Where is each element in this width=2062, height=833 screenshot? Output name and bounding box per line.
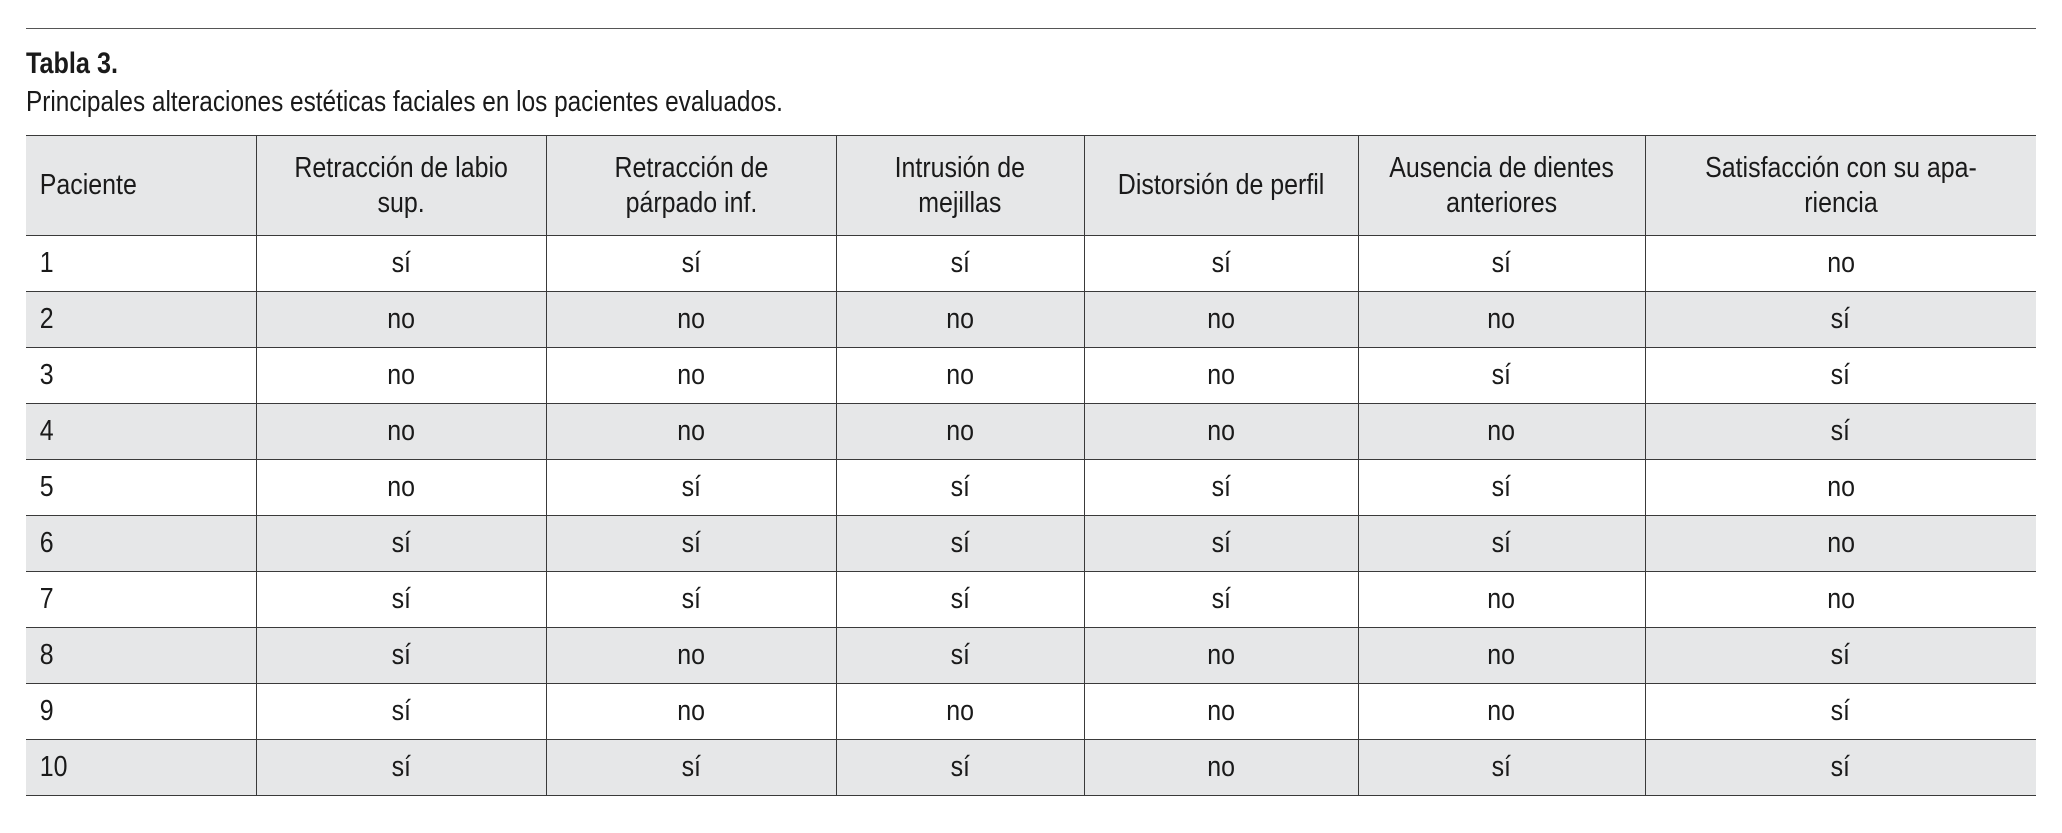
- header-cell: Satisfacción con su apa- riencia: [1645, 136, 2036, 236]
- table-row: [26, 460, 2036, 516]
- patient-number-cell: 3: [26, 348, 256, 404]
- table-cell: no: [1084, 684, 1358, 740]
- header-cell: Distorsión de perfil: [1084, 136, 1358, 236]
- table-cell: sí: [546, 236, 836, 292]
- table-row: [26, 684, 2036, 740]
- table-cell: no: [256, 292, 546, 348]
- table-row: [26, 292, 2036, 348]
- table-cell: sí: [1645, 292, 2036, 348]
- header-cell: Retracción de párpado inf.: [546, 136, 836, 236]
- table-cell: no: [256, 404, 546, 460]
- table-cell: sí: [256, 740, 546, 796]
- table-cell: sí: [1645, 684, 2036, 740]
- table-body: [26, 236, 2036, 796]
- table-cell: no: [546, 292, 836, 348]
- table-cell: sí: [1645, 404, 2036, 460]
- table-caption: [26, 44, 2036, 122]
- table-cell: sí: [1645, 348, 2036, 404]
- table-cell: no: [1645, 516, 2036, 572]
- table-cell: no: [256, 348, 546, 404]
- header-cell: Ausencia de dientes anteriores: [1358, 136, 1645, 236]
- table-cell: sí: [256, 236, 546, 292]
- table-cell: sí: [256, 572, 546, 628]
- patient-number-cell: 5: [26, 460, 256, 516]
- table-cell: sí: [1358, 236, 1645, 292]
- table-cell: no: [1084, 404, 1358, 460]
- table-label: Tabla 3.: [26, 47, 118, 80]
- table-cell: sí: [546, 572, 836, 628]
- header-cell: Paciente: [26, 136, 256, 236]
- table-row: [26, 404, 2036, 460]
- table-cell: no: [836, 684, 1084, 740]
- table-cell: sí: [1358, 740, 1645, 796]
- table-cell: sí: [836, 236, 1084, 292]
- patient-number-cell: 10: [26, 740, 256, 796]
- patient-number-cell: 8: [26, 628, 256, 684]
- table-cell: sí: [836, 572, 1084, 628]
- table-cell: sí: [1084, 460, 1358, 516]
- table-cell: no: [1645, 572, 2036, 628]
- table-cell: sí: [1358, 516, 1645, 572]
- table-cell: sí: [836, 516, 1084, 572]
- table-cell: no: [1358, 628, 1645, 684]
- table-header-row: [26, 136, 2036, 236]
- table-cell: sí: [1358, 460, 1645, 516]
- table-cell: no: [546, 628, 836, 684]
- top-rule: [26, 28, 2036, 29]
- table-cell: sí: [546, 460, 836, 516]
- table-cell: sí: [546, 516, 836, 572]
- table-cell: no: [546, 684, 836, 740]
- table-cell: sí: [1084, 572, 1358, 628]
- patient-number-cell: 6: [26, 516, 256, 572]
- table-cell: no: [836, 292, 1084, 348]
- table-row: [26, 516, 2036, 572]
- table-description: Principales alteraciones estéticas faciales en los pacientes evaluados.: [26, 86, 783, 118]
- patient-number-cell: 1: [26, 236, 256, 292]
- table-cell: no: [256, 460, 546, 516]
- table-cell: no: [1084, 292, 1358, 348]
- table-cell: sí: [546, 740, 836, 796]
- table-cell: sí: [256, 516, 546, 572]
- table-cell: no: [836, 404, 1084, 460]
- table-row: [26, 740, 2036, 796]
- table-row: [26, 628, 2036, 684]
- patient-number-cell: 7: [26, 572, 256, 628]
- table-cell: no: [546, 404, 836, 460]
- patient-number-cell: 4: [26, 404, 256, 460]
- table-cell: sí: [1645, 628, 2036, 684]
- table-cell: no: [1358, 292, 1645, 348]
- header-cell: Intrusión de mejillas: [836, 136, 1084, 236]
- table-row: [26, 236, 2036, 292]
- table-cell: sí: [256, 628, 546, 684]
- table-cell: no: [1358, 684, 1645, 740]
- table-cell: sí: [836, 460, 1084, 516]
- table-cell: no: [1084, 740, 1358, 796]
- table-cell: no: [836, 348, 1084, 404]
- header-cell: Retracción de labio sup.: [256, 136, 546, 236]
- table-cell: no: [1645, 236, 2036, 292]
- patient-number-cell: 2: [26, 292, 256, 348]
- table-cell: no: [1084, 628, 1358, 684]
- table-cell: no: [1358, 572, 1645, 628]
- table-cell: sí: [836, 740, 1084, 796]
- table-row: [26, 572, 2036, 628]
- table-cell: no: [1358, 404, 1645, 460]
- table-cell: no: [546, 348, 836, 404]
- patient-number-cell: 9: [26, 684, 256, 740]
- table-cell: sí: [1084, 516, 1358, 572]
- table-cell: sí: [1358, 348, 1645, 404]
- table-cell: sí: [1645, 740, 2036, 796]
- table-cell: no: [1645, 460, 2036, 516]
- table-cell: no: [1084, 348, 1358, 404]
- table-cell: sí: [836, 628, 1084, 684]
- table-row: [26, 348, 2036, 404]
- table-cell: sí: [1084, 236, 1358, 292]
- table-cell: sí: [256, 684, 546, 740]
- data-table: [26, 135, 2036, 796]
